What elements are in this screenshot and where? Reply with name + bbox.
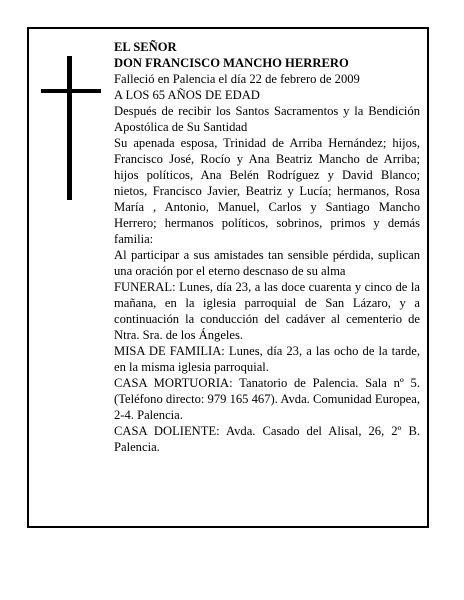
cross-horizontal-bar	[41, 89, 101, 93]
death-date-line: Falleció en Palencia el día 22 de febrero de 2009	[114, 72, 360, 86]
title-line-1: EL SEÑOR	[114, 40, 177, 54]
cross-icon	[41, 56, 101, 200]
family-paragraph: Su apenada esposa, Trinidad de Arriba Hernández; hijos, Francisco José, Rocío y Ana Beatriz Mancho de Arriba; hijos políticos, Ana Belén Rodríguez y David Blanco; nietos, Francisco Javier, Beatriz y Lucía; hermanos, Rosa María , Antonio, Manuel, Carlos y Santiago Mancho Herrero; hermanos políticos, sobrinos, primos y demás familia:	[114, 136, 420, 246]
deceased-name: DON FRANCISCO MANCHO HERRERO	[114, 56, 349, 70]
obituary-notice	[27, 27, 429, 528]
family-mass-paragraph: MISA DE FAMILIA: Lunes, día 23, a las ocho de la tarde, en la misma iglesia parroquial.	[114, 344, 420, 374]
sacraments-paragraph: Después de recibir los Santos Sacramentos y la Bendición Apostólica de Su Santidad	[114, 104, 420, 134]
mourning-house-paragraph: CASA DOLIENTE: Avda. Casado del Alisal, 26, 2º B. Palencia.	[114, 424, 420, 454]
cross-vertical-bar	[67, 56, 72, 200]
funeral-paragraph: FUNERAL: Lunes, día 23, a las doce cuarenta y cinco de la mañana, en la iglesia parroquial de San Lázaro, y a continuación la conducción del cadáver al cementerio de Ntra. Sra. de los Ángeles.	[114, 280, 420, 342]
mortuary-paragraph: CASA MORTUORIA: Tanatorio de Palencia. Sala nº 5. (Teléfono directo: 979 165 467). Avda. Comunidad Europea, 2-4. Palencia.	[114, 376, 420, 422]
notice-text	[114, 39, 420, 455]
age-line: A LOS 65 AÑOS DE EDAD	[114, 88, 260, 102]
request-paragraph: Al participar a sus amistades tan sensible pérdida, suplican una oración por el eterno descnaso de su alma	[114, 248, 420, 278]
